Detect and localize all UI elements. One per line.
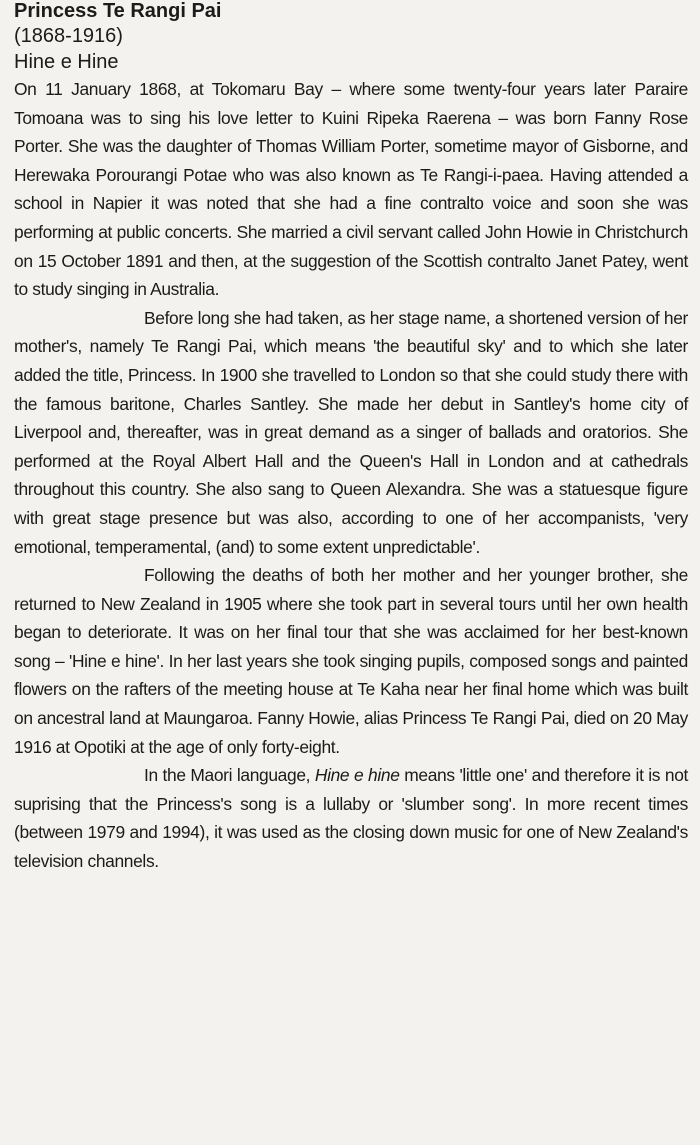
article-title: Princess Te Rangi Pai — [14, 0, 222, 22]
paragraph-4 — [14, 761, 688, 875]
paragraph-4-before: In the Maori language, — [144, 765, 315, 786]
paragraph-1: On 11 January 1868, at Tokomaru Bay – where some twenty-four years later Paraire Tomoana was to sing his love letter to Kuini Ripeka Raerena – was born Fanny Rose Porter. She was the daughter of Thomas William Porter, sometime mayor of Gisborne, and Herewaka Porourangi Potae who was also known as Te Rangi-i-paea. Having attended a school in Napier it was noted that she had a fine contralto voice and soon she was performing at public concerts. She married a civil servant called John Howie in Christchurch on 15 October 1891 and then, at the suggestion of the Scottish contralto Janet Patey, went to study singing in Australia. — [14, 79, 688, 300]
song-title-emphasis: Hine e hine — [314, 765, 400, 786]
article-subtitle: Hine e Hine — [14, 51, 119, 73]
paragraph-4-after: means 'little one' and therefore it is not suprising that the Princess's song is a lullaby or 'slumber song'. In more recent times (between 1979 and 1994), it was used as the closing down music for one of New Zealand's television channels. — [14, 765, 689, 872]
paragraph-2: Before long she had taken, as her stage name, a shortened version of her mother's, namely Te Rangi Pai, which means 'the beautiful sky' and to which she later added the title, Princess. In 1900 she travelled to London so that she could study there with the famous baritone, Charles Santley. She made her debut in Santley's home city of Liverpool and, thereafter, was in great demand as a singer of ballads and oratorios. She performed at the Royal Albert Hall and the Queen's Hall in London and at cathedrals throughout this country. She also sang to Queen Alexandra. She was a statuesque figure with great stage presence but was also, according to one of her accompanists, 'very emotional, temperamental, (and) to some extent unpredictable'. — [14, 307, 688, 557]
paragraph-3: Following the deaths of both her mother and her younger brother, she returned to New Zealand in 1905 where she took part in several tours until her own health began to deteriorate. It was on her final tour that she was acclaimed for her best-known song – 'Hine e hine'. In her last years she took singing pupils, composed songs and painted flowers on the rafters of the meeting house at Te Kaha near her final home which was built on ancestral land at Maungaroa. Fanny Howie, alias Princess Te Rangi Pai, died on 20 May 1916 at Opotiki at the age of only forty-eight. — [14, 565, 688, 757]
article-years: (1868-1916) — [14, 25, 123, 47]
document-page — [14, 0, 688, 876]
